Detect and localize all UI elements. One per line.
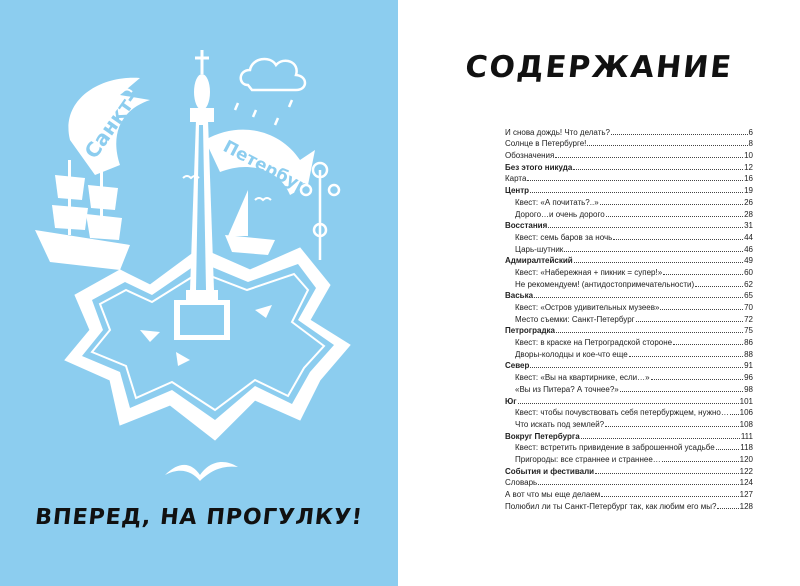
toc-entry <box>505 370 753 382</box>
toc-entry <box>505 487 753 499</box>
toc-entry-title: Царь-шутник <box>515 244 564 254</box>
toc-entry-page: 49 <box>744 256 753 266</box>
toc-entry-page: 91 <box>744 361 753 371</box>
toc-leader-dots <box>605 426 739 427</box>
banner-left-text: Санкт- <box>79 87 143 163</box>
toc-entry-page: 120 <box>739 454 753 464</box>
contents-page <box>398 0 800 586</box>
toc-entry-title: Адмиралтейский <box>505 256 573 266</box>
toc-leader-dots <box>538 484 738 485</box>
toc-entry-page: 10 <box>744 151 753 161</box>
toc-entry-title: А вот что мы еще делаем <box>505 490 601 499</box>
toc-entry-title: События и фестивали <box>505 466 595 476</box>
toc-entry-page: 127 <box>739 490 753 499</box>
toc-leader-dots <box>651 379 743 380</box>
toc-entry-page: 124 <box>739 478 753 488</box>
toc-entry <box>505 417 753 429</box>
toc-entry-page: 6 <box>748 127 753 137</box>
toc-entry-page: 108 <box>739 419 753 429</box>
toc-entry <box>505 429 753 441</box>
illustration-page <box>0 0 398 586</box>
toc-entry-title: Восстания <box>505 221 548 231</box>
toc-entry <box>505 265 753 277</box>
toc-entry-title: Квест: «Вы на квартирнике, если…» <box>515 373 650 383</box>
toc-entry-page: 111 <box>740 431 753 441</box>
spb-illustration <box>0 0 398 470</box>
toc-leader-dots <box>600 204 743 205</box>
toc-entry-page: 98 <box>744 384 753 394</box>
toc-entry-title: Квест: в краске на Петроградской стороне <box>515 338 673 348</box>
toc-entry <box>505 289 753 301</box>
toc-entry <box>505 476 753 488</box>
toc-leader-dots <box>629 356 743 357</box>
toc-entry <box>505 207 753 219</box>
toc-entry-page: 31 <box>744 221 753 231</box>
toc-entry-title: Петроградка <box>505 326 555 336</box>
toc-leader-dots <box>555 157 743 158</box>
toc-leader-dots <box>573 169 743 170</box>
toc-leader-dots <box>581 438 740 439</box>
toc-entry-title: Полюбил ли ты Санкт-Петербург так, как любим его мы? <box>505 501 717 511</box>
toc-entry-title: Центр <box>505 186 530 196</box>
toc-entry-page: 44 <box>744 232 753 242</box>
toc-leader-dots <box>673 344 743 345</box>
toc-entry <box>505 441 753 453</box>
toc-entry-page: 65 <box>744 291 753 301</box>
toc-entry <box>505 277 753 289</box>
toc-entry-title: И снова дождь! Что делать? <box>505 127 610 137</box>
toc-entry <box>505 242 753 254</box>
toc-entry <box>505 160 753 172</box>
toc-entry-page: 88 <box>744 349 753 359</box>
toc-entry-page: 75 <box>744 326 753 336</box>
toc-entry-title: Квест: встретить привидение в заброшенной усадьбе <box>515 443 715 453</box>
toc-leader-dots <box>530 367 743 368</box>
toc-entry-page: 106 <box>739 408 753 418</box>
toc-entry-page: 60 <box>744 267 753 277</box>
toc-entry <box>505 347 753 359</box>
boat-drawing <box>225 190 275 255</box>
toc-entry-title: Пригороды: все страннее и страннее… <box>515 454 661 464</box>
toc-entry <box>505 464 753 476</box>
toc-entry-title: Квест: семь баров за ночь <box>515 232 613 242</box>
contents-title: СОДЕРЖАНИЕ <box>463 50 735 85</box>
toc-leader-dots <box>620 391 743 392</box>
toc-leader-dots <box>564 251 743 252</box>
toc-entry-page: 122 <box>739 466 753 476</box>
toc-entry <box>505 125 753 137</box>
toc-entry <box>505 137 753 149</box>
toc-entry <box>505 382 753 394</box>
toc-leader-dots <box>636 321 744 322</box>
toc-entry-page: 62 <box>744 279 753 289</box>
toc-entry <box>505 394 753 406</box>
toc-entry-title: «Вы из Питера? А точнее?» <box>515 384 619 394</box>
toc-entry <box>505 195 753 207</box>
toc-entry-page: 118 <box>740 443 753 453</box>
toc-entry-title: Не рекомендуем! (антидостопримечательности) <box>515 279 695 289</box>
toc-entry-title: Словарь <box>505 478 538 488</box>
toc-entry-page: 12 <box>744 162 753 172</box>
toc-leader-dots <box>556 332 743 333</box>
toc-leader-dots <box>587 145 747 146</box>
rain-cloud-drawing <box>235 59 305 125</box>
toc-entry-page: 86 <box>744 338 753 348</box>
toc-entry-page: 16 <box>744 174 753 184</box>
toc-entry <box>505 499 753 511</box>
toc-entry-title: Солнце в Петербурге! <box>505 139 587 149</box>
toc-leader-dots <box>660 309 743 310</box>
toc-leader-dots <box>530 192 743 193</box>
toc-entry-title: Карта <box>505 174 527 184</box>
toc-entry-title: Дворы-колодцы и кое-что еще <box>515 349 628 359</box>
toc-entry-title: Обозначения <box>505 151 555 161</box>
toc-entry <box>505 148 753 160</box>
toc-leader-dots <box>595 473 739 474</box>
toc-entry <box>505 312 753 324</box>
toc-entry-title: Без этого никуда <box>505 162 573 172</box>
toc-entry <box>505 254 753 266</box>
toc-leader-dots <box>717 508 738 509</box>
toc-entry-title: Васька <box>505 291 534 301</box>
toc-leader-dots <box>601 496 738 497</box>
toc-entry-page: 46 <box>744 244 753 254</box>
seagull-icon <box>160 455 240 485</box>
toc-entry-page: 72 <box>744 314 753 324</box>
toc-leader-dots <box>518 403 739 404</box>
toc-entry-page: 96 <box>744 373 753 383</box>
toc-entry <box>505 172 753 184</box>
toc-entry-page: 101 <box>739 396 753 406</box>
toc-leader-dots <box>534 297 743 298</box>
toc-leader-dots <box>527 180 743 181</box>
toc-leader-dots <box>662 461 739 462</box>
toc-leader-dots <box>548 227 743 228</box>
toc-leader-dots <box>695 286 743 287</box>
toc-entry <box>505 359 753 371</box>
toc-entry-page: 128 <box>739 501 753 511</box>
table-of-contents <box>505 125 753 511</box>
toc-entry-title: Квест: «А почитать?..» <box>515 197 599 207</box>
banner-right-text: Петербург <box>219 136 321 203</box>
toc-entry-title: Что искать под землей? <box>515 419 605 429</box>
left-page-caption: ВПЕРЕД, НА ПРОГУЛКУ! <box>33 505 365 530</box>
toc-entry <box>505 219 753 231</box>
toc-entry-page: 19 <box>744 186 753 196</box>
toc-entry <box>505 183 753 195</box>
toc-leader-dots <box>716 449 740 450</box>
toc-entry-title: Дорого…и очень дорого <box>515 209 605 219</box>
toc-entry <box>505 335 753 347</box>
toc-entry-title: Квест: чтобы почувствовать себя петербуржцем, нужно… <box>515 408 729 418</box>
toc-entry <box>505 230 753 242</box>
toc-leader-dots <box>611 134 748 135</box>
toc-entry <box>505 300 753 312</box>
toc-entry-title: Квест: «Остров удивительных музеев» <box>515 303 660 312</box>
toc-leader-dots <box>613 239 743 240</box>
toc-entry-title: Север <box>505 361 530 371</box>
toc-entry-page: 8 <box>748 139 753 149</box>
toc-leader-dots <box>663 274 743 275</box>
toc-entry <box>505 406 753 418</box>
toc-leader-dots <box>730 414 739 415</box>
sailing-ship-drawing <box>35 160 130 270</box>
toc-entry-page: 26 <box>744 197 753 207</box>
toc-entry-title: Юг <box>505 396 517 406</box>
toc-leader-dots <box>606 216 743 217</box>
toc-entry-title: Вокруг Петербурга <box>505 431 580 441</box>
toc-entry-page: 28 <box>744 209 753 219</box>
toc-entry-title: Квест: «Набережная + пикник = супер!» <box>515 267 663 277</box>
toc-entry <box>505 452 753 464</box>
toc-leader-dots <box>574 262 743 263</box>
toc-entry <box>505 324 753 336</box>
toc-entry-title: Место съемки: Санкт-Петербург <box>515 314 635 324</box>
toc-entry-page: 70 <box>744 303 753 312</box>
